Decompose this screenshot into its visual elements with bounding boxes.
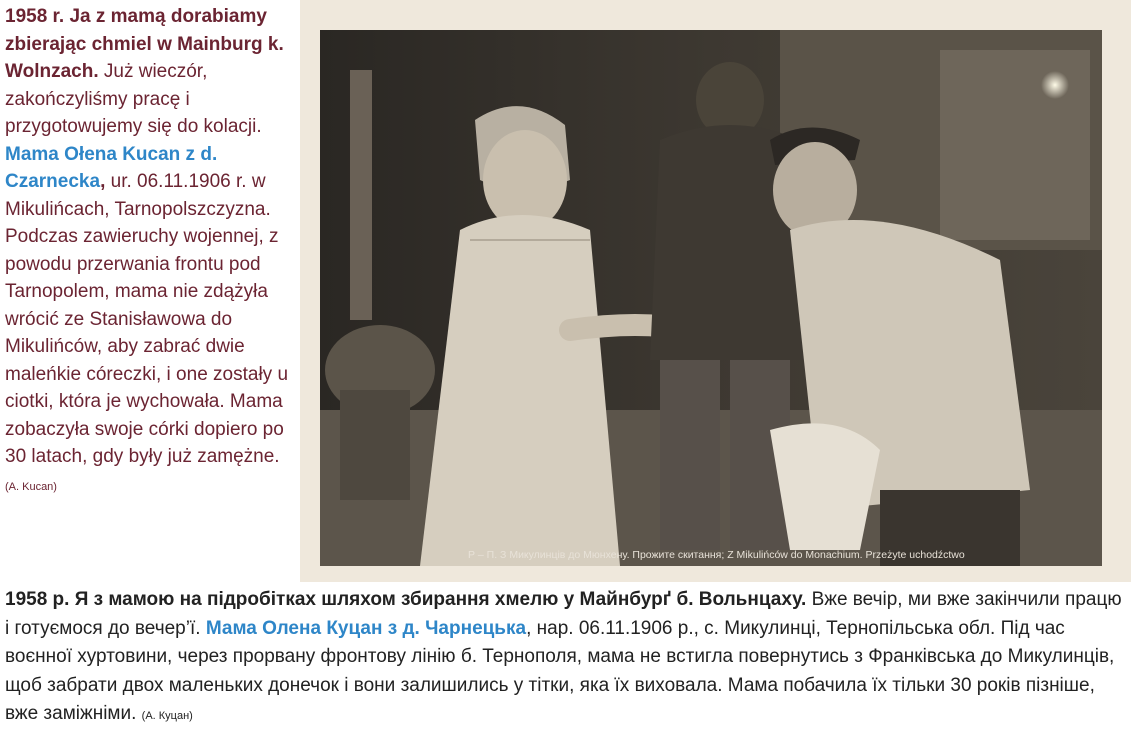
photo-caption: Р – П. З Микулинців до Мюнхену. Прожите скитання; Z Mikulińców do Monachium. Przeżyte uchodźctwo	[468, 549, 965, 561]
polish-heading: 1958 r. Ja z mamą dorabiamy zbierając chmiel w Mainburg k. Wolnzach.	[5, 6, 284, 82]
ukrainian-body: , нар. 06.11.1906 р., с. Микулинці, Тернопільська обл. Під час воєнної хуртовини, через прорвану фронтову лінію б. Тернополя, мама не встигла повернутись з Франківська до Микулинців, щоб забрати двох маленьких донечок і вони залишились у тітки, яка їх виховала. Мама побачила їх тільки 30 років пізніше, вже заміжніми.	[5, 617, 1115, 724]
historical-photo	[320, 30, 1102, 566]
ukrainian-mother-name: Мама Олена Куцан з д. Чарнецька	[205, 617, 527, 639]
photo-illustration	[320, 30, 1102, 566]
ukrainian-intro: Вже вечір, ми вже закінчили працю і готуємося до вечер’ї.	[5, 589, 1122, 639]
polish-mother-name: Mama Ołena Kucan z d. Czarnecka	[5, 143, 218, 192]
ukrainian-description	[5, 586, 1125, 731]
polish-comma: ,	[100, 171, 106, 192]
ukrainian-credit: (А. Куцан)	[141, 710, 193, 722]
polish-intro: Już wieczór, zakończyliśmy pracę i przygotowujemy się do kolacji.	[5, 61, 262, 137]
polish-credit: (A. Kucan)	[5, 480, 57, 493]
ukrainian-heading: 1958 р. Я з мамою на підробітках шляхом збирання хмелю у Майнбурґ б. Вольнцаху.	[5, 589, 807, 610]
polish-description	[5, 3, 297, 501]
polish-body: ur. 06.11.1906 r. w Mikulińcach, Tarnopolszczyzna. Podczas zawieruchy wojennej, z powodu przerwania frontu pod Tarnopolem, mama nie zdążyła wrócić ze Stanisławowa do Mikulińców, aby zabrać dwie maleńkie córeczki, i one zostały u ciotki, która je wychowała. Mama zobaczyła swoje córki dopiero po 30 latach, gdy były już zamężne.	[5, 171, 289, 467]
